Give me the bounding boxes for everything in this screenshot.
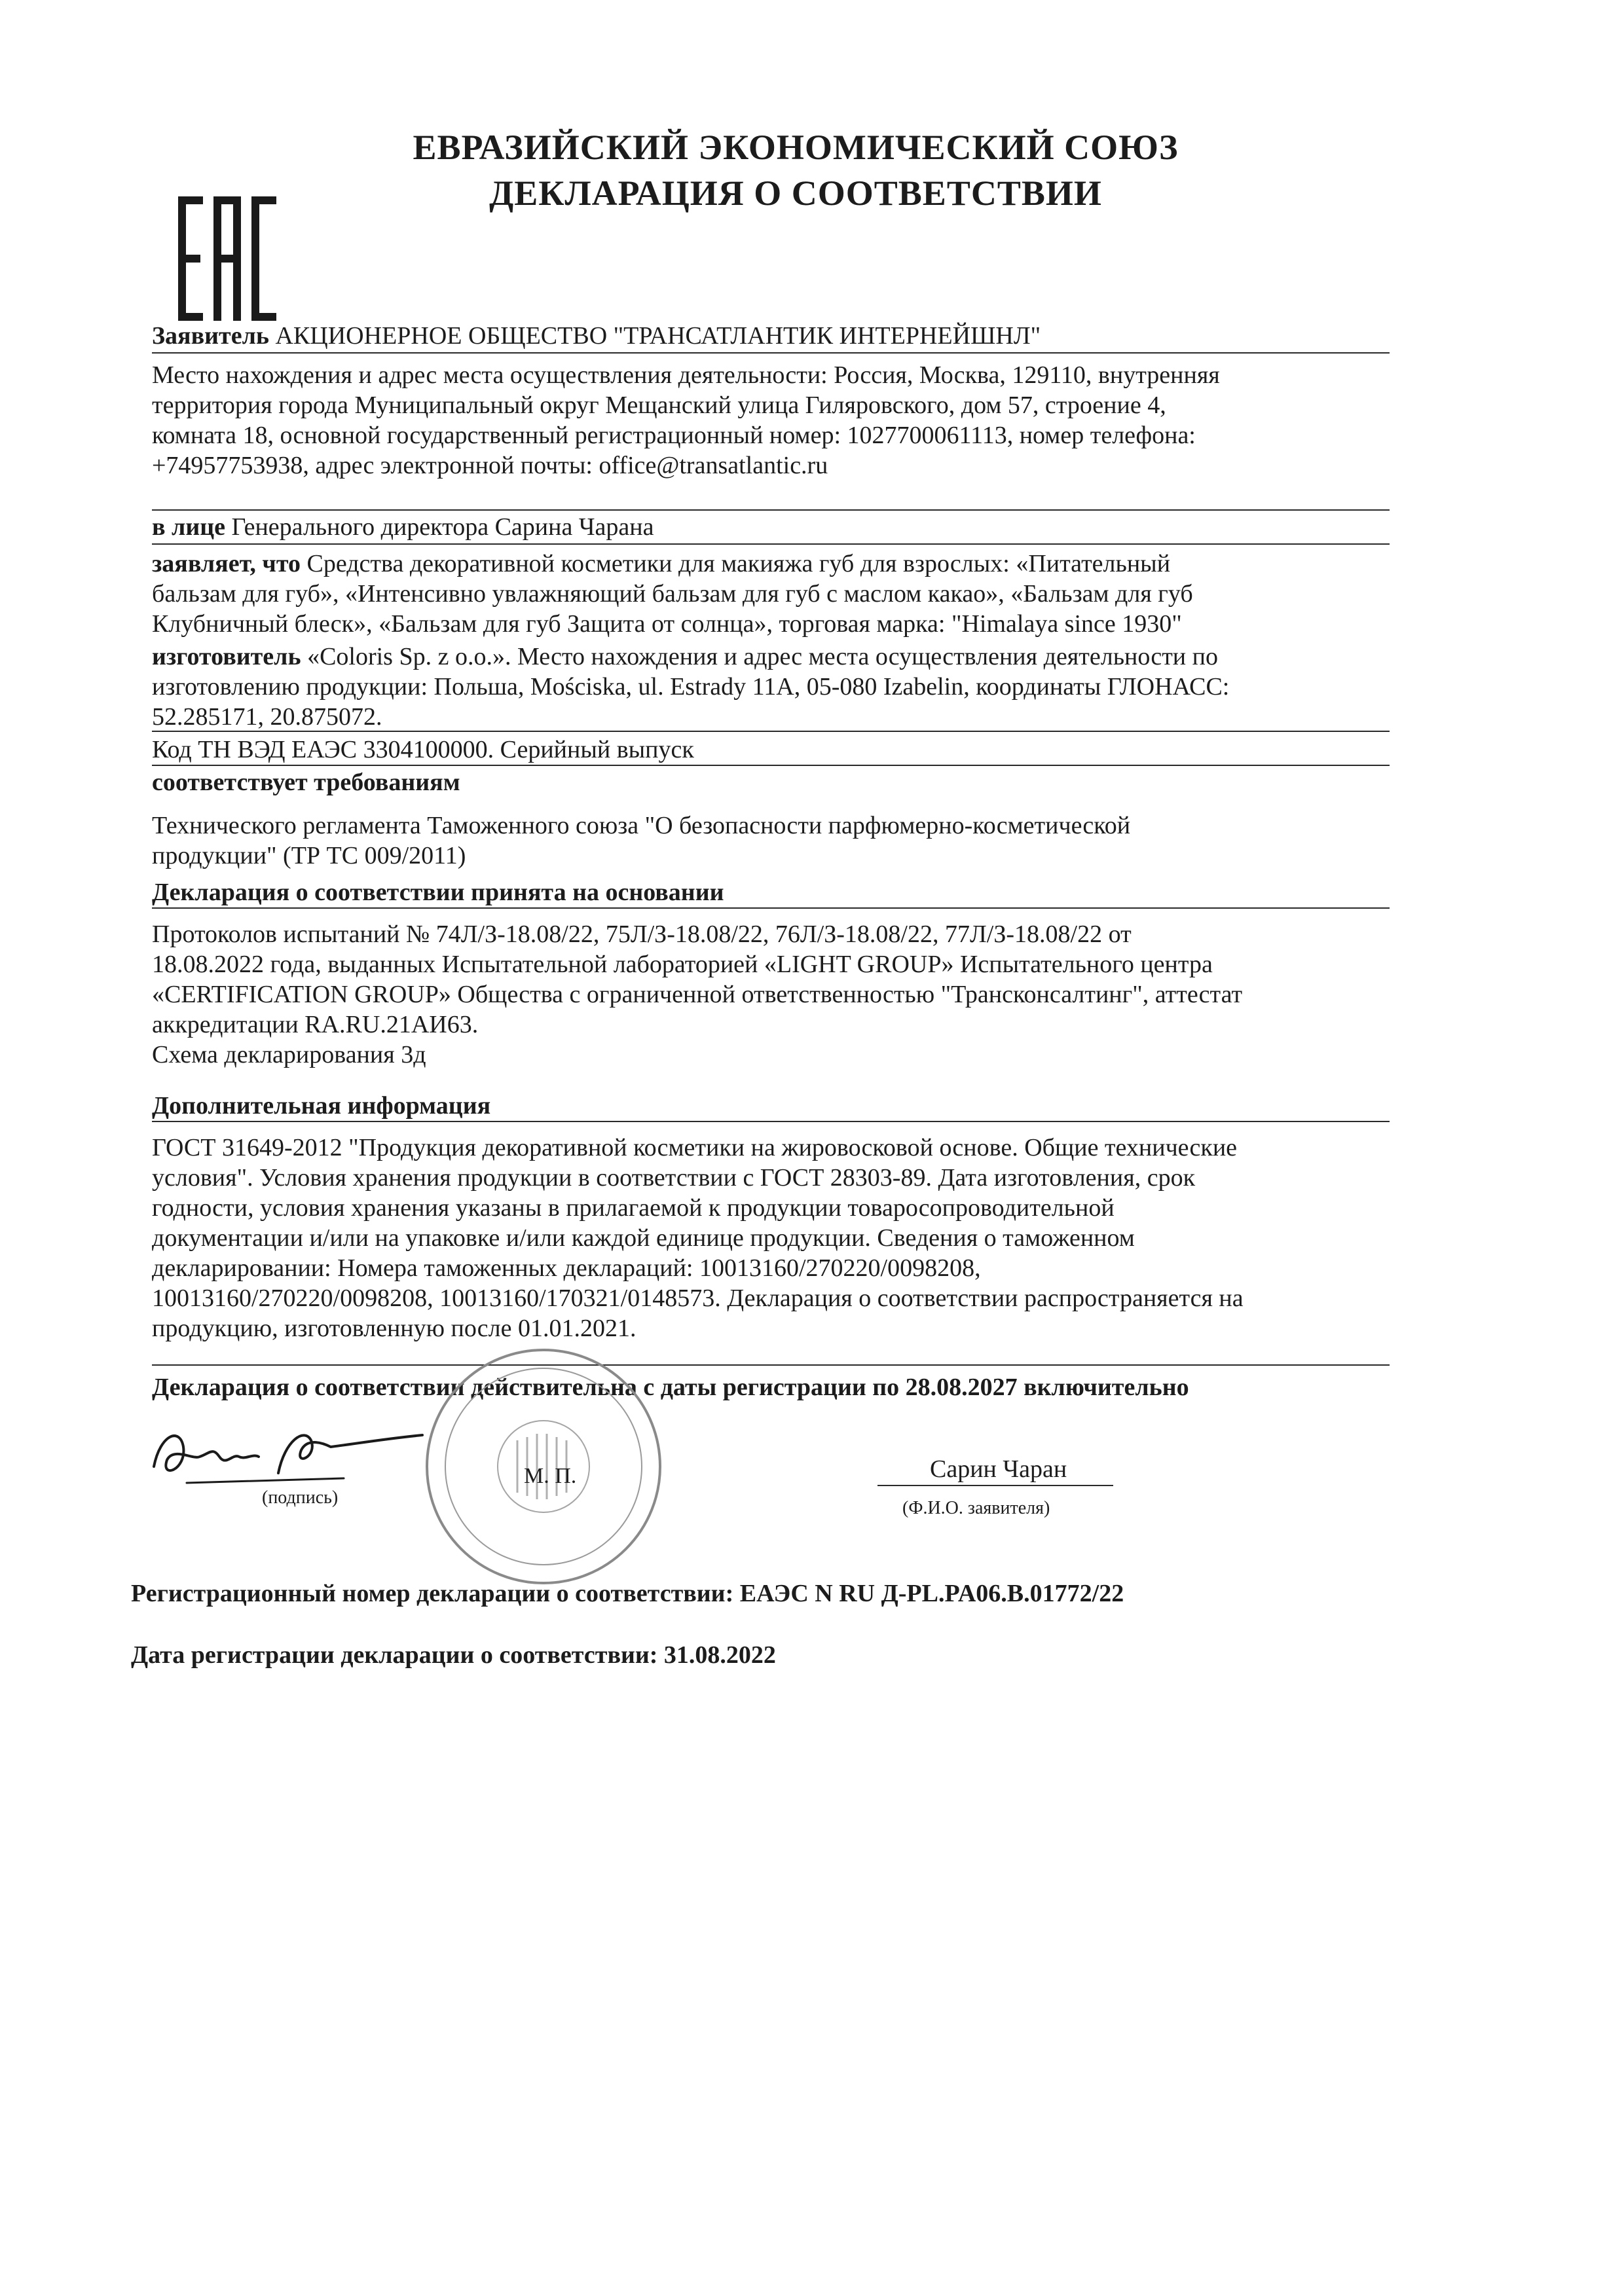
divider (152, 1364, 1390, 1366)
divider (152, 765, 1390, 766)
scheme-line: Схема декларирования 3д (152, 1041, 426, 1068)
conforms-line: Технического регламента Таможенного союза "О безопасности парфюмерно-косметической (152, 812, 1131, 839)
basis-heading (152, 877, 1396, 907)
applicant-line (152, 321, 1396, 351)
applicant-person (152, 512, 1396, 542)
address-line: комната 18, основной государственный регистрационный номер: 1027700061113, номер телефона: (152, 422, 1196, 449)
manufacturer-label: изготовитель (152, 643, 301, 670)
declares-line: Средства декоративной косметики для макияжа губ для взрослых: «Питательный (306, 550, 1171, 577)
divider (152, 1121, 1390, 1122)
additional-line: ГОСТ 31649-2012 "Продукция декоративной косметики на жировосковой основе. Общие технические (152, 1134, 1238, 1161)
eac-logo (178, 196, 276, 321)
applicant-address (152, 360, 1396, 481)
person-label: в лице (152, 513, 225, 541)
declares-line: бальзам для губ», «Интенсивно увлажняющий бальзам для губ с маслом какао», «Бальзам для губ (152, 580, 1193, 608)
additional-line: условия". Условия хранения продукции в соответствии с ГОСТ 28303-89. Дата изготовления, срок (152, 1164, 1196, 1192)
code-line (152, 735, 1396, 765)
divider (152, 352, 1390, 354)
conforms-section (152, 767, 1396, 797)
validity-line (152, 1372, 1396, 1402)
divider (152, 509, 1390, 511)
declares-line: Клубничный блеск», «Бальзам для губ Защита от солнца», торговая марка: "Himalaya since 1930" (152, 610, 1182, 638)
signer-name: Сарин Чаран (930, 1455, 1067, 1483)
declares-section (152, 549, 1396, 639)
conforms-label: соответствует требованиям (152, 769, 460, 796)
declares-label: заявляет, что (152, 550, 301, 577)
manufacturer-section (152, 642, 1396, 732)
manufacturer-line: «Coloris Sp. z o.o.». Место нахождения и адрес места осуществления деятельности по (307, 643, 1218, 670)
basis-text (152, 919, 1396, 1070)
divider (152, 907, 1390, 909)
additional-text (152, 1133, 1396, 1343)
tn-ved-code: Код ТН ВЭД ЕАЭС 3304100000. Серийный выпуск (152, 736, 694, 763)
basis-line: 18.08.2022 года, выданных Испытательной лабораторией «LIGHT GROUP» Испытательного центра (152, 951, 1213, 978)
person-name: Генерального директора Сарина Чарана (231, 513, 654, 541)
conforms-line: продукции" (ТР ТС 009/2011) (152, 842, 466, 869)
signer-caption: (Ф.И.О. заявителя) (902, 1498, 1050, 1518)
basis-line: аккредитации RA.RU.21АИ63. (152, 1011, 479, 1038)
header-declaration-title: ДЕКЛАРАЦИЯ О СООТВЕТСТВИИ (489, 173, 1102, 213)
registration-number: Регистрационный номер декларации о соответствии: ЕАЭС N RU Д-PL.PA06.B.01772/22 (131, 1580, 1124, 1607)
manufacturer-line: изготовлению продукции: Польша, Mościska, ul. Estrady 11A, 05-080 Izabelin, координаты ГЛОНАСС: (152, 673, 1230, 701)
additional-line: 10013160/270220/0098208, 10013160/170321/0148573. Декларация о соответствии распространяется на (152, 1285, 1244, 1312)
signature-caption: (подпись) (262, 1487, 339, 1508)
divider (152, 543, 1390, 545)
additional-line: годности, условия хранения указаны в прилагаемой к продукции товаросопроводительной (152, 1194, 1115, 1222)
basis-line: «CERTIFICATION GROUP» Общества с ограниченной ответственностью "Трансконсалтинг", аттестат (152, 981, 1243, 1008)
handwritten-signature (147, 1421, 435, 1493)
address-line: Место нахождения и адрес места осуществления деятельности: Россия, Москва, 129110, внутренняя (152, 361, 1220, 389)
additional-line: документации и/или на упаковке и/или каждой единице продукции. Сведения о таможенном (152, 1224, 1135, 1252)
address-line: +74957753938, адрес электронной почты: office@transatlantic.ru (152, 452, 828, 479)
manufacturer-line: 52.285171, 20.875072. (152, 703, 382, 731)
applicant-label: Заявитель (152, 322, 269, 350)
basis-line: Протоколов испытаний № 74Л/З-18.08/22, 75Л/З-18.08/22, 76Л/З-18.08/22, 77Л/З-18.08/22 от (152, 920, 1132, 948)
additional-line: декларировании: Номера таможенных деклараций: 10013160/270220/0098208, (152, 1254, 981, 1282)
additional-heading (152, 1091, 1396, 1121)
validity-text: Декларация о соответствии действительна с даты регистрации по 28.08.2027 включительно (152, 1374, 1189, 1401)
additional-line: продукцию, изготовленную после 01.01.2021. (152, 1315, 637, 1342)
conforms-text (152, 811, 1396, 871)
address-line: территория города Муниципальный округ Мещанский улица Гиляровского, дом 57, строение 4, (152, 392, 1166, 419)
registration-date: Дата регистрации декларации о соответствии: 31.08.2022 (131, 1641, 776, 1669)
header-union-title: ЕВРАЗИЙСКИЙ ЭКОНОМИЧЕСКИЙ СОЮЗ (413, 128, 1179, 167)
divider (152, 731, 1390, 732)
applicant-name: АКЦИОНЕРНОЕ ОБЩЕСТВО "ТРАНСАТЛАНТИК ИНТЕРНЕЙШНЛ" (275, 322, 1041, 350)
additional-label: Дополнительная информация (152, 1092, 491, 1120)
basis-label: Декларация о соответствии принята на основании (152, 879, 724, 906)
signer-underline (877, 1485, 1113, 1486)
stamp-label: М. П. (524, 1464, 577, 1488)
